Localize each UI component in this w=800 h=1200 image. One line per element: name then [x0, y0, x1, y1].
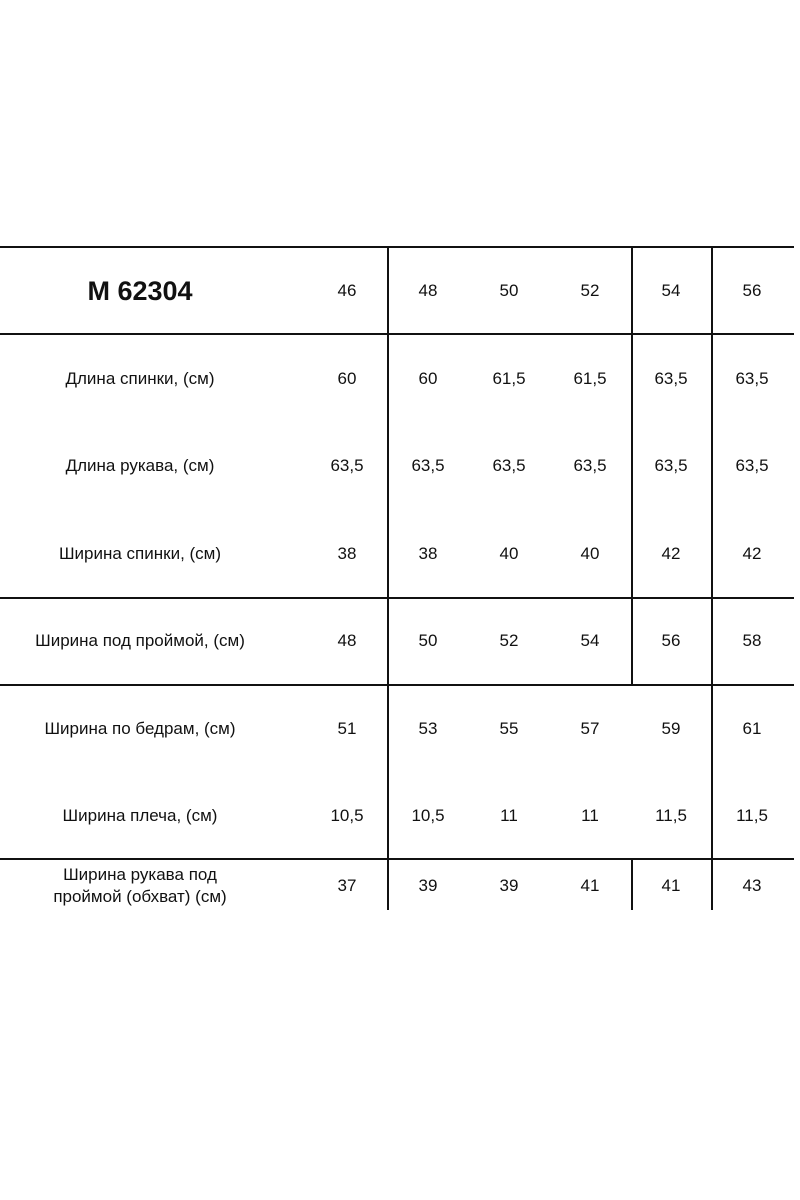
size-header-cell: 56 — [742, 280, 762, 300]
value-cell: 61 — [742, 719, 762, 738]
value-cell: 56 — [661, 631, 681, 650]
value-cell: 63,5 — [573, 456, 607, 475]
value-cell: 38 — [418, 544, 438, 563]
value-cell: 60 — [418, 369, 438, 388]
row-divider — [0, 333, 794, 335]
value-cell: 41 — [661, 876, 681, 895]
value-cell: 11 — [581, 806, 599, 825]
value-cell: 54 — [580, 631, 600, 650]
column-divider — [631, 858, 633, 910]
size-header-cell: 50 — [499, 280, 519, 300]
value-cell: 11,5 — [736, 806, 768, 825]
size-header-cell: 48 — [418, 280, 438, 300]
row-divider — [0, 597, 794, 599]
column-divider — [711, 246, 713, 910]
row-label: Ширина спинки, (см) — [58, 544, 222, 563]
value-cell: 60 — [337, 369, 357, 388]
value-cell: 10,5 — [330, 806, 364, 825]
value-cell: 63,5 — [654, 369, 688, 388]
value-cell: 11 — [500, 806, 518, 825]
value-cell: 41 — [580, 876, 600, 895]
size-header-cell: 54 — [661, 280, 681, 300]
value-cell: 42 — [742, 544, 762, 563]
row-label: Ширина по бедрам, (см) — [44, 719, 236, 738]
value-cell: 63,5 — [492, 456, 526, 475]
value-cell: 39 — [418, 876, 438, 895]
value-cell: 57 — [580, 719, 600, 738]
value-cell: 58 — [742, 631, 762, 650]
value-cell: 63,5 — [654, 456, 688, 475]
value-cell: 63,5 — [735, 369, 769, 388]
value-cell: 37 — [337, 876, 357, 895]
value-cell: 40 — [499, 544, 519, 563]
value-cell: 63,5 — [330, 456, 364, 475]
value-cell: 40 — [580, 544, 600, 563]
value-cell: 11,5 — [655, 806, 687, 825]
row-label: Ширина плеча, (см) — [62, 806, 218, 825]
row-label: Ширина под проймой, (см) — [35, 631, 245, 650]
value-cell: 43 — [742, 876, 762, 895]
value-cell: 10,5 — [411, 806, 445, 825]
value-cell: 39 — [499, 876, 519, 895]
value-cell: 52 — [499, 631, 519, 650]
row-divider — [0, 684, 794, 686]
value-cell: 63,5 — [735, 456, 769, 475]
value-cell: 50 — [418, 631, 438, 650]
value-cell: 55 — [499, 719, 519, 738]
value-cell: 42 — [661, 544, 681, 563]
value-cell: 38 — [337, 544, 357, 563]
value-cell: 53 — [418, 719, 438, 738]
value-cell: 63,5 — [411, 456, 445, 475]
column-divider — [387, 246, 389, 910]
model-number: M 62304 — [87, 275, 193, 306]
value-cell: 61,5 — [492, 369, 526, 388]
row-label: Длина спинки, (см) — [65, 369, 215, 388]
row-label: Длина рукава, (см) — [65, 456, 215, 475]
value-cell: 59 — [661, 719, 681, 738]
size-header-cell: 46 — [337, 280, 357, 300]
row-divider — [0, 246, 794, 248]
value-cell: 51 — [337, 719, 357, 738]
value-cell: 48 — [337, 631, 357, 650]
row-divider — [0, 858, 794, 860]
size-header-cell: 52 — [580, 280, 600, 300]
row-label: Ширина рукава под проймой (обхват) (см) — [53, 865, 227, 906]
value-cell: 61,5 — [573, 369, 607, 388]
column-divider — [631, 246, 633, 684]
